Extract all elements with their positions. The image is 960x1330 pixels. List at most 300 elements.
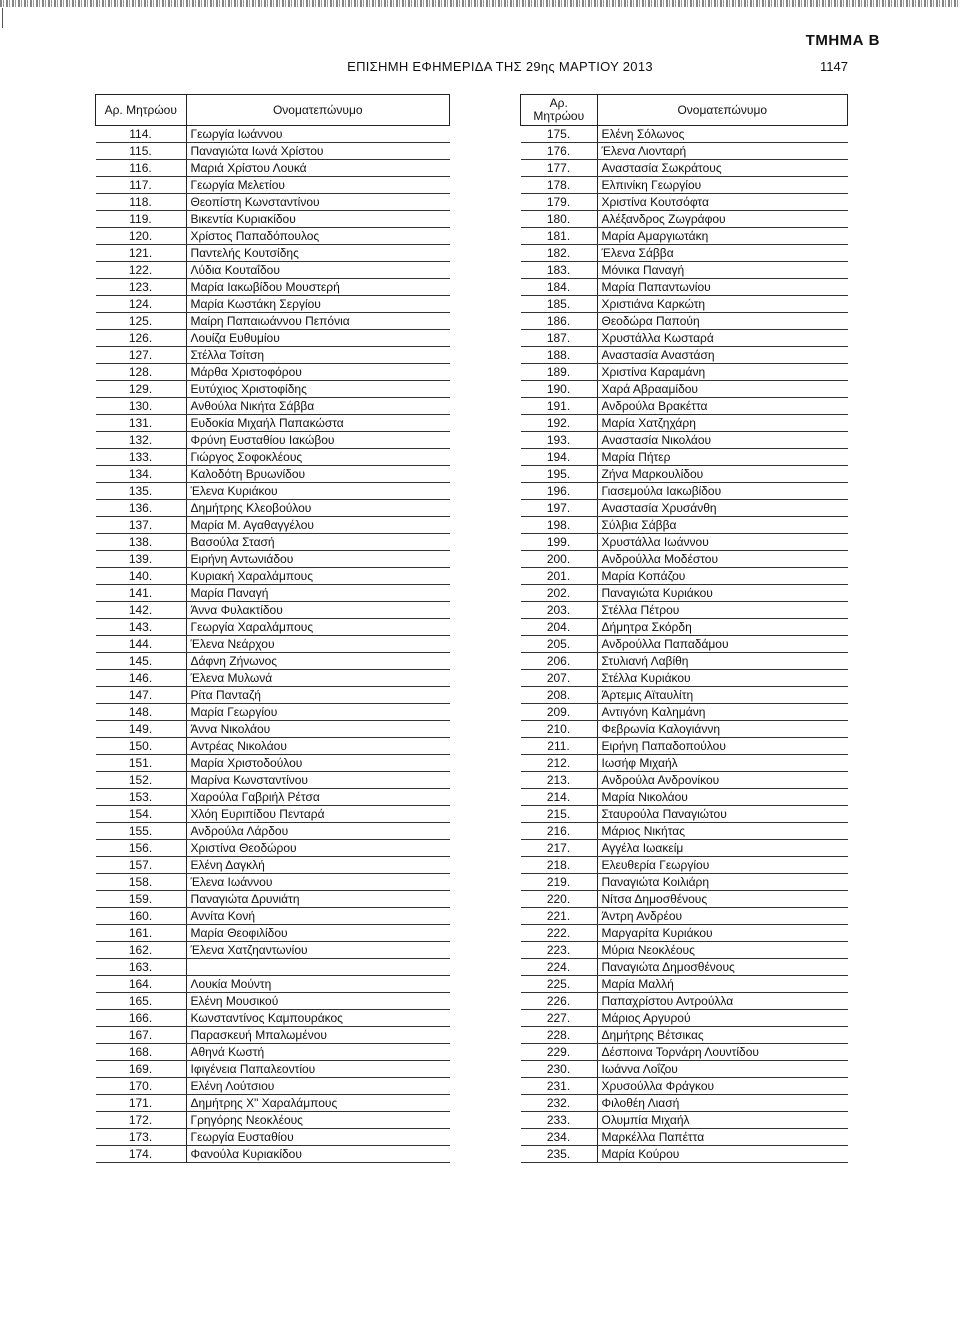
full-name: Έλενα Κυριάκου <box>186 483 450 500</box>
table-row <box>96 551 450 568</box>
full-name: Ρίτα Πανταζή <box>186 687 450 704</box>
full-name: Γρηγόρης Νεοκλέους <box>186 1112 450 1129</box>
table-row <box>96 670 450 687</box>
table-row <box>96 874 450 891</box>
table-row <box>521 823 848 840</box>
full-name: Αγγέλα Ιωακείμ <box>597 840 848 857</box>
full-name: Ειρήνη Αντωνιάδου <box>186 551 450 568</box>
registry-number: 148. <box>96 704 187 721</box>
column-header-number: Αρ. Μητρώου <box>521 95 598 126</box>
registry-number: 219. <box>521 874 598 891</box>
full-name: Παναγιώτα Κοιλιάρη <box>597 874 848 891</box>
full-name: Αθηνά Κωστή <box>186 1044 450 1061</box>
table-row <box>521 1112 848 1129</box>
registry-number: 114. <box>96 126 187 143</box>
registry-number: 172. <box>96 1112 187 1129</box>
full-name: Ελένη Μουσικού <box>186 993 450 1010</box>
table-row <box>521 228 848 245</box>
registry-number: 222. <box>521 925 598 942</box>
registry-number: 158. <box>96 874 187 891</box>
full-name: Χρυστάλλα Κωσταρά <box>597 330 848 347</box>
full-name: Μαρία Παναγή <box>186 585 450 602</box>
table-row <box>96 313 450 330</box>
full-name: Ιφιγένεια Παπαλεοντίου <box>186 1061 450 1078</box>
table-row <box>521 483 848 500</box>
registry-number: 194. <box>521 449 598 466</box>
full-name: Χριστίνα Θεοδώρου <box>186 840 450 857</box>
table-row <box>521 313 848 330</box>
registry-number: 166. <box>96 1010 187 1027</box>
registry-number: 230. <box>521 1061 598 1078</box>
registry-number: 199. <box>521 534 598 551</box>
full-name: Ανδρούλα Βρακέττα <box>597 398 848 415</box>
registry-number: 209. <box>521 704 598 721</box>
full-name: Έλενα Νεάρχου <box>186 636 450 653</box>
full-name: Γεωργία Ιωάννου <box>186 126 450 143</box>
full-name: Στέλλα Πέτρου <box>597 602 848 619</box>
table-row <box>521 517 848 534</box>
table-row <box>521 1027 848 1044</box>
registry-number: 161. <box>96 925 187 942</box>
table-row <box>96 483 450 500</box>
registry-number: 118. <box>96 194 187 211</box>
table-row <box>521 670 848 687</box>
full-name: Άννα Νικολάου <box>186 721 450 738</box>
registry-number: 130. <box>96 398 187 415</box>
registry-number: 175. <box>521 126 598 143</box>
registry-number: 231. <box>521 1078 598 1095</box>
table-row <box>96 1112 450 1129</box>
registry-number: 189. <box>521 364 598 381</box>
full-name: Χρυσούλλα Φράγκου <box>597 1078 848 1095</box>
full-name: Ανδρούλα Ανδρονίκου <box>597 772 848 789</box>
registry-number: 202. <box>521 585 598 602</box>
registry-number: 127. <box>96 347 187 364</box>
registry-number: 156. <box>96 840 187 857</box>
table-row <box>521 602 848 619</box>
table-row <box>96 602 450 619</box>
column-header-name: Ονοματεπώνυμο <box>186 95 450 126</box>
full-name: Έλενα Χατζηαντωνίου <box>186 942 450 959</box>
scan-artifact-strip <box>0 0 960 7</box>
table-row <box>96 126 450 143</box>
table-row <box>521 704 848 721</box>
full-name: Γεωργία Μελετίου <box>186 177 450 194</box>
table-row <box>96 721 450 738</box>
full-name: Στέλλα Κυριάκου <box>597 670 848 687</box>
table-row <box>521 160 848 177</box>
table-row <box>96 857 450 874</box>
table-row <box>96 194 450 211</box>
registry-number: 131. <box>96 415 187 432</box>
registry-number: 119. <box>96 211 187 228</box>
full-name: Νίτσα Δημοσθένους <box>597 891 848 908</box>
registry-number: 217. <box>521 840 598 857</box>
full-name: Γεωργία Ευσταθίου <box>186 1129 450 1146</box>
full-name: Παναγιώτα Ιωνά Χρίστου <box>186 143 450 160</box>
table-row <box>96 568 450 585</box>
full-name: Ελένη Λούτσιου <box>186 1078 450 1095</box>
full-name: Αναστασία Χρυσάνθη <box>597 500 848 517</box>
table-row <box>521 755 848 772</box>
table-row <box>96 959 450 976</box>
registry-number: 143. <box>96 619 187 636</box>
full-name: Άντρη Ανδρέου <box>597 908 848 925</box>
registry-number: 145. <box>96 653 187 670</box>
registry-number: 128. <box>96 364 187 381</box>
registry-number: 235. <box>521 1146 598 1163</box>
table-row <box>96 500 450 517</box>
registry-number: 214. <box>521 789 598 806</box>
table-row <box>521 806 848 823</box>
table-row <box>521 432 848 449</box>
registry-number: 155. <box>96 823 187 840</box>
registry-number: 151. <box>96 755 187 772</box>
table-row <box>521 925 848 942</box>
table-row <box>96 976 450 993</box>
table-row <box>96 789 450 806</box>
table-row <box>96 891 450 908</box>
registry-number: 129. <box>96 381 187 398</box>
full-name: Μαρία Μ. Αγαθαγγέλου <box>186 517 450 534</box>
registry-number: 212. <box>521 755 598 772</box>
table-row <box>521 194 848 211</box>
registry-number: 174. <box>96 1146 187 1163</box>
table-row <box>96 704 450 721</box>
full-name: Κυριακή Χαραλάμπους <box>186 568 450 585</box>
full-name: Λουκία Μούντη <box>186 976 450 993</box>
full-name: Ιωάννα Λοΐζου <box>597 1061 848 1078</box>
right-register-table <box>520 94 848 1163</box>
full-name: Έλενα Μυλωνά <box>186 670 450 687</box>
full-name: Άρτεμις Αϊταυλίτη <box>597 687 848 704</box>
table-row <box>521 296 848 313</box>
table-row <box>521 653 848 670</box>
registry-number: 135. <box>96 483 187 500</box>
table-row <box>521 857 848 874</box>
registry-number: 188. <box>521 347 598 364</box>
registry-number: 167. <box>96 1027 187 1044</box>
full-name: Κωνσταντίνος Καμπουράκος <box>186 1010 450 1027</box>
full-name: Παναγιώτα Δρυνιάτη <box>186 891 450 908</box>
registry-number: 232. <box>521 1095 598 1112</box>
full-name: Γιασεμούλα Ιακωβίδου <box>597 483 848 500</box>
table-row <box>521 177 848 194</box>
registry-number: 208. <box>521 687 598 704</box>
table-row <box>521 1010 848 1027</box>
table-row <box>521 449 848 466</box>
full-name: Φανούλα Κυριακίδου <box>186 1146 450 1163</box>
table-row <box>96 228 450 245</box>
table-row <box>96 296 450 313</box>
registry-number: 163. <box>96 959 187 976</box>
table-row <box>521 1129 848 1146</box>
full-name: Ανδρούλα Λάρδου <box>186 823 450 840</box>
full-name: Φρύνη Ευσταθίου Ιακώβου <box>186 432 450 449</box>
table-row <box>96 1044 450 1061</box>
registry-number: 124. <box>96 296 187 313</box>
full-name: Αλέξανδρος Ζωγράφου <box>597 211 848 228</box>
full-name: Θεοδώρα Παπούη <box>597 313 848 330</box>
full-name <box>186 959 450 976</box>
table-row <box>96 398 450 415</box>
full-name: Παναγιώτα Κυριάκου <box>597 585 848 602</box>
table-row <box>521 262 848 279</box>
table-row <box>96 1010 450 1027</box>
registry-number: 196. <box>521 483 598 500</box>
registry-number: 150. <box>96 738 187 755</box>
registry-number: 169. <box>96 1061 187 1078</box>
full-name: Δημήτρης Κλεοβούλου <box>186 500 450 517</box>
table-row <box>96 381 450 398</box>
table-row <box>521 976 848 993</box>
table-row <box>521 1061 848 1078</box>
full-name: Μάριος Αργυρού <box>597 1010 848 1027</box>
registry-number: 205. <box>521 636 598 653</box>
full-name: Μαρία Ιακωβίδου Μουστερή <box>186 279 450 296</box>
full-name: Χριστιάνα Καρκώτη <box>597 296 848 313</box>
registry-number: 207. <box>521 670 598 687</box>
table-row <box>96 925 450 942</box>
full-name: Ελπινίκη Γεωργίου <box>597 177 848 194</box>
registry-number: 153. <box>96 789 187 806</box>
full-name: Ευτύχιος Χριστοφίδης <box>186 381 450 398</box>
table-row <box>521 942 848 959</box>
full-name: Μαρία Κοπάζου <box>597 568 848 585</box>
full-name: Ανθούλα Νικήτα Σάββα <box>186 398 450 415</box>
full-name: Μαρία Κωστάκη Σεργίου <box>186 296 450 313</box>
table-row <box>96 1095 450 1112</box>
full-name: Ελένη Σόλωνος <box>597 126 848 143</box>
table-row <box>521 143 848 160</box>
full-name: Μαίρη Παπαιωάννου Πεπόνια <box>186 313 450 330</box>
registry-number: 162. <box>96 942 187 959</box>
table-row <box>521 568 848 585</box>
full-name: Μαργαρίτα Κυριάκου <box>597 925 848 942</box>
table-row <box>521 721 848 738</box>
full-name: Παντελής Κουτσίδης <box>186 245 450 262</box>
registry-number: 168. <box>96 1044 187 1061</box>
table-row <box>96 653 450 670</box>
full-name: Γεωργία Χαραλάμπους <box>186 619 450 636</box>
registry-number: 149. <box>96 721 187 738</box>
table-row <box>96 279 450 296</box>
table-row <box>96 432 450 449</box>
registry-number: 176. <box>521 143 598 160</box>
table-row <box>96 755 450 772</box>
registry-number: 204. <box>521 619 598 636</box>
full-name: Σύλβια Σάββα <box>597 517 848 534</box>
registry-number: 126. <box>96 330 187 347</box>
registry-number: 183. <box>521 262 598 279</box>
registry-number: 141. <box>96 585 187 602</box>
table-row <box>96 687 450 704</box>
full-name: Χαρά Αβρααμίδου <box>597 381 848 398</box>
full-name: Δημήτρης Χ" Χαραλάμπους <box>186 1095 450 1112</box>
table-row <box>521 347 848 364</box>
registry-number: 120. <box>96 228 187 245</box>
table-row <box>96 1027 450 1044</box>
table-row <box>96 160 450 177</box>
column-header-name: Ονοματεπώνυμο <box>597 95 848 126</box>
table-row <box>521 959 848 976</box>
full-name: Ελένη Δαγκλή <box>186 857 450 874</box>
table-row <box>521 908 848 925</box>
full-name: Μαρία Αμαργιωτάκη <box>597 228 848 245</box>
gazette-title: ΕΠΙΣΗΜΗ ΕΦΗΜΕΡΙΔΑ ΤΗΣ 29ης ΜΑΡΤΙΟΥ 2013 <box>347 59 653 74</box>
registry-number: 179. <box>521 194 598 211</box>
full-name: Δήμητρα Σκόρδη <box>597 619 848 636</box>
full-name: Δημήτρης Βέτσικας <box>597 1027 848 1044</box>
registry-number: 233. <box>521 1112 598 1129</box>
registry-number: 198. <box>521 517 598 534</box>
registry-number: 154. <box>96 806 187 823</box>
full-name: Φιλοθέη Λιασή <box>597 1095 848 1112</box>
registry-number: 186. <box>521 313 598 330</box>
table-row <box>521 1078 848 1095</box>
registry-number: 229. <box>521 1044 598 1061</box>
registry-number: 122. <box>96 262 187 279</box>
registry-number: 152. <box>96 772 187 789</box>
table-row <box>521 789 848 806</box>
registry-number: 177. <box>521 160 598 177</box>
registry-number: 210. <box>521 721 598 738</box>
table-row <box>521 636 848 653</box>
full-name: Μαρίνα Κωνσταντίνου <box>186 772 450 789</box>
table-row <box>96 449 450 466</box>
table-row <box>96 1078 450 1095</box>
table-row <box>96 415 450 432</box>
registry-number: 132. <box>96 432 187 449</box>
registry-number: 224. <box>521 959 598 976</box>
registry-number: 121. <box>96 245 187 262</box>
full-name: Χαρούλα Γαβριήλ Ρέτσα <box>186 789 450 806</box>
table-row <box>96 738 450 755</box>
registry-number: 223. <box>521 942 598 959</box>
registry-number: 125. <box>96 313 187 330</box>
full-name: Λουίζα Ευθυμίου <box>186 330 450 347</box>
table-row <box>521 534 848 551</box>
table-row <box>96 585 450 602</box>
table-row <box>521 364 848 381</box>
registry-number: 185. <box>521 296 598 313</box>
table-row <box>521 126 848 143</box>
table-row <box>521 245 848 262</box>
full-name: Ανδρούλλα Παπαδάμου <box>597 636 848 653</box>
registry-number: 160. <box>96 908 187 925</box>
full-name: Μαρία Θεοφιλίδου <box>186 925 450 942</box>
registry-number: 206. <box>521 653 598 670</box>
table-row <box>521 619 848 636</box>
registry-number: 139. <box>96 551 187 568</box>
table-row <box>96 1061 450 1078</box>
registry-number: 190. <box>521 381 598 398</box>
table-row <box>521 687 848 704</box>
full-name: Ελευθερία Γεωργίου <box>597 857 848 874</box>
full-name: Αννίτα Κονή <box>186 908 450 925</box>
table-row <box>96 143 450 160</box>
table-row <box>521 891 848 908</box>
table-row <box>521 772 848 789</box>
registry-number: 138. <box>96 534 187 551</box>
table-row <box>96 1146 450 1163</box>
table-row <box>96 993 450 1010</box>
table-row <box>96 211 450 228</box>
full-name: Μαρία Πήτερ <box>597 449 848 466</box>
registry-number: 140. <box>96 568 187 585</box>
table-row <box>96 466 450 483</box>
registry-number: 215. <box>521 806 598 823</box>
registry-number: 182. <box>521 245 598 262</box>
table-row <box>96 177 450 194</box>
registry-number: 147. <box>96 687 187 704</box>
table-row <box>96 942 450 959</box>
full-name: Βασούλα Στασή <box>186 534 450 551</box>
full-name: Θεοπίστη Κωνσταντίνου <box>186 194 450 211</box>
full-name: Μαρία Χατζηχάρη <box>597 415 848 432</box>
full-name: Μαρία Παπαντωνίου <box>597 279 848 296</box>
table-row <box>521 211 848 228</box>
registry-number: 173. <box>96 1129 187 1146</box>
registry-number: 142. <box>96 602 187 619</box>
full-name: Αναστασία Σωκράτους <box>597 160 848 177</box>
table-row <box>96 330 450 347</box>
registry-number: 165. <box>96 993 187 1010</box>
table-row <box>96 245 450 262</box>
table-row <box>521 874 848 891</box>
full-name: Έλενα Λιονταρή <box>597 143 848 160</box>
table-row <box>521 993 848 1010</box>
left-register-table <box>95 94 450 1163</box>
full-name: Δάφνη Ζήνωνος <box>186 653 450 670</box>
registry-number: 203. <box>521 602 598 619</box>
full-name: Ειρήνη Παπαδοπούλου <box>597 738 848 755</box>
full-name: Ανδρούλλα Μοδέστου <box>597 551 848 568</box>
registry-number: 192. <box>521 415 598 432</box>
registry-number: 211. <box>521 738 598 755</box>
full-name: Μόνικα Παναγή <box>597 262 848 279</box>
registry-number: 123. <box>96 279 187 296</box>
full-name: Μάριος Νικήτας <box>597 823 848 840</box>
full-name: Παπαχρίστου Αντρούλλα <box>597 993 848 1010</box>
table-row <box>521 415 848 432</box>
table-row <box>96 619 450 636</box>
registry-number: 213. <box>521 772 598 789</box>
full-name: Στέλλα Τσίτση <box>186 347 450 364</box>
full-name: Μάρθα Χριστοφόρου <box>186 364 450 381</box>
section-label: ΤΜΗΜΑ Β <box>805 32 880 49</box>
table-row <box>521 466 848 483</box>
registry-number: 193. <box>521 432 598 449</box>
registry-number: 115. <box>96 143 187 160</box>
full-name: Καλοδότη Βρυωνίδου <box>186 466 450 483</box>
registry-number: 159. <box>96 891 187 908</box>
registry-number: 178. <box>521 177 598 194</box>
table-row <box>96 636 450 653</box>
full-name: Άννα Φυλακτίδου <box>186 602 450 619</box>
full-name: Μαρία Κούρου <box>597 1146 848 1163</box>
full-name: Δέσποινα Τορνάρη Λουντίδου <box>597 1044 848 1061</box>
full-name: Μαρία Γεωργίου <box>186 704 450 721</box>
registry-number: 117. <box>96 177 187 194</box>
margin-rule <box>2 8 3 28</box>
column-header-number: Αρ. Μητρώου <box>96 95 187 126</box>
registry-number: 116. <box>96 160 187 177</box>
table-row <box>521 1095 848 1112</box>
registry-number: 218. <box>521 857 598 874</box>
registry-number: 157. <box>96 857 187 874</box>
full-name: Ευδοκία Μιχαήλ Παπακώστα <box>186 415 450 432</box>
